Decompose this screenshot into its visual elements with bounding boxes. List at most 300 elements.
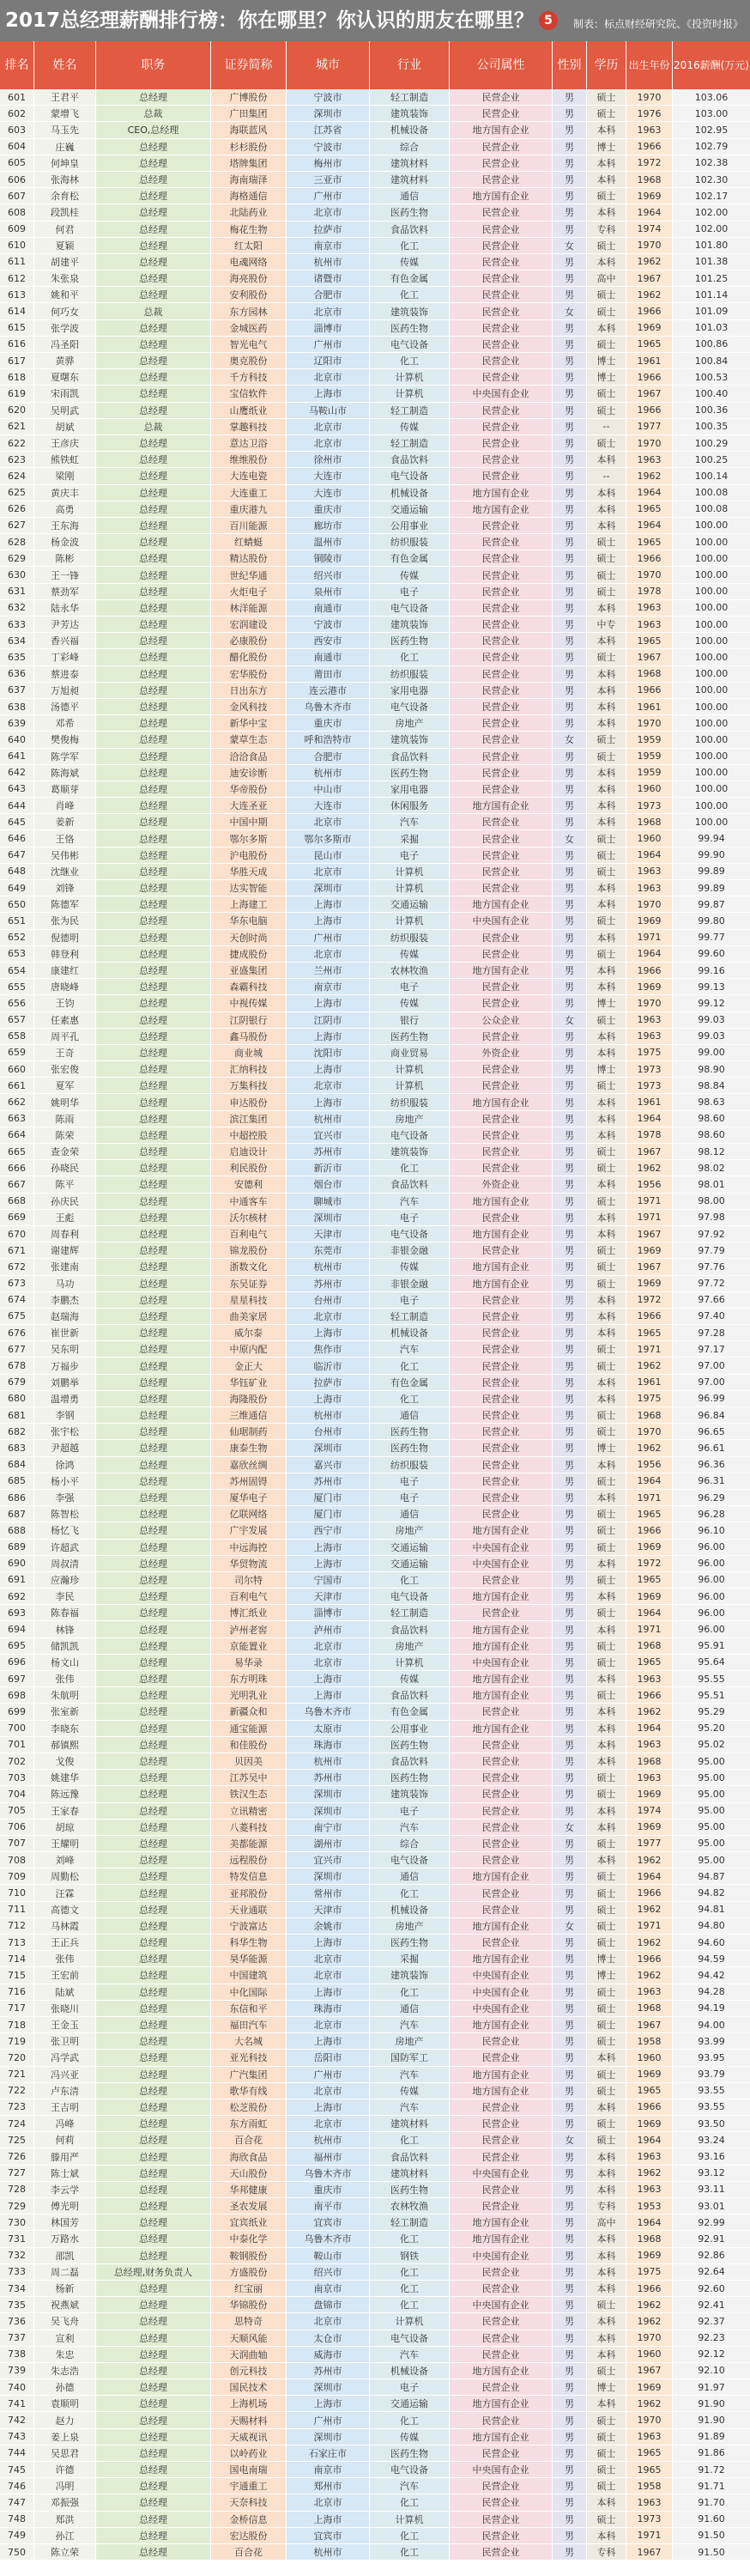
stock-cell: 光明乳业 (211, 1687, 287, 1704)
company-type-cell: 民营企业 (450, 2033, 553, 2050)
position-cell: 总经理 (96, 2067, 211, 2083)
birth-year-cell: 1969 (626, 913, 673, 929)
gender-cell: 男 (553, 1176, 587, 1193)
rank-cell: 693 (0, 1605, 34, 1621)
table-row (0, 2067, 750, 2083)
gender-cell: 男 (553, 550, 587, 567)
stock-cell: 大连电瓷 (211, 468, 287, 484)
gender-cell: 男 (553, 749, 587, 765)
city-cell: 杭州市 (287, 1259, 370, 1275)
rank-cell: 601 (0, 89, 34, 106)
table-row (0, 303, 750, 319)
gender-cell: 男 (553, 1935, 587, 1951)
table-row (0, 1424, 750, 1440)
industry-cell: 传媒 (370, 946, 450, 963)
city-cell: 北京市 (287, 1309, 370, 1325)
position-cell: 总经理 (96, 1803, 211, 1820)
rank-cell: 748 (0, 2512, 34, 2528)
gender-cell: 男 (553, 518, 587, 534)
rank-cell: 656 (0, 995, 34, 1012)
name-cell: 陈士斌 (34, 2166, 96, 2182)
salary-cell: 93.01 (673, 2198, 750, 2215)
stock-cell: 京能置业 (211, 1638, 287, 1655)
city-cell: 威海市 (287, 2347, 370, 2363)
industry-cell: 机械设备 (370, 1325, 450, 1341)
gender-cell: 男 (553, 468, 587, 484)
position-cell: 总经理 (96, 386, 211, 402)
rank-cell: 603 (0, 122, 34, 138)
table-row (0, 2445, 750, 2462)
name-cell: 陈平 (34, 1176, 96, 1193)
salary-cell: 98.84 (673, 1078, 750, 1094)
table-row (0, 2396, 750, 2412)
table-row (0, 1407, 750, 1424)
position-cell: 总经理 (96, 204, 211, 221)
salary-cell: 94.00 (673, 2017, 750, 2033)
education-cell: 硕士 (587, 2033, 626, 2050)
gender-cell: 男 (553, 419, 587, 435)
city-cell: 杭州市 (287, 254, 370, 270)
education-cell: 硕士 (587, 1144, 626, 1160)
salary-cell: 103.06 (673, 89, 750, 106)
rank-cell: 702 (0, 1753, 34, 1770)
table-row (0, 1786, 750, 1802)
industry-cell: 房地产 (370, 1638, 450, 1655)
table-row (0, 781, 750, 798)
industry-cell: 计算机 (370, 1655, 450, 1671)
stock-cell: 锦龙股份 (211, 1242, 287, 1259)
rank-cell: 619 (0, 386, 34, 402)
industry-cell: 通信 (370, 188, 450, 204)
salary-cell: 98.60 (673, 1127, 750, 1144)
table-row (0, 2412, 750, 2428)
city-cell: 苏州市 (287, 1276, 370, 1292)
name-cell: 夏曙东 (34, 369, 96, 386)
education-cell: 博士 (587, 139, 626, 155)
industry-cell: 计算机 (370, 386, 450, 402)
birth-year-cell: 1969 (626, 2248, 673, 2264)
city-cell: 上海市 (287, 1094, 370, 1110)
table-row (0, 2132, 750, 2148)
salary-cell: 100.00 (673, 518, 750, 534)
industry-cell: 家用电器 (370, 781, 450, 798)
stock-cell: 天赐材料 (211, 2412, 287, 2428)
salary-cell: 102.79 (673, 139, 750, 155)
birth-year-cell: 1965 (626, 1325, 673, 1341)
company-type-cell: 中央国有企业 (450, 386, 553, 402)
salary-cell: 96.00 (673, 1572, 750, 1589)
table-row (0, 485, 750, 501)
education-cell: 硕士 (587, 649, 626, 665)
position-cell: 总经理 (96, 337, 211, 353)
gender-cell: 男 (553, 1803, 587, 1820)
education-cell: 本科 (587, 1753, 626, 1770)
table-row (0, 386, 750, 402)
gender-cell: 男 (553, 337, 587, 353)
name-cell: 陈荣 (34, 1127, 96, 1144)
company-type-cell: 民营企业 (450, 403, 553, 419)
birth-year-cell: 1963 (626, 2494, 673, 2511)
table-row (0, 633, 750, 649)
industry-cell: 建筑装饰 (370, 1786, 450, 1802)
city-cell: 南通市 (287, 600, 370, 617)
rank-cell: 678 (0, 1358, 34, 1374)
city-cell: 杭州市 (287, 1753, 370, 1770)
education-cell: 硕士 (587, 386, 626, 402)
stock-cell: 鞍钢股份 (211, 2248, 287, 2264)
salary-cell: 92.91 (673, 2231, 750, 2247)
position-cell: 总经理 (96, 2478, 211, 2494)
company-type-cell: 地方国有企业 (450, 2363, 553, 2379)
industry-cell: 通信 (370, 1868, 450, 1885)
industry-cell: 电气设备 (370, 468, 450, 484)
stock-cell: 东吴证券 (211, 1276, 287, 1292)
stock-cell: 红太阳 (211, 238, 287, 254)
gender-cell: 男 (553, 781, 587, 798)
city-cell: 北京市 (287, 303, 370, 319)
table-row (0, 2494, 750, 2511)
birth-year-cell: 1966 (626, 1687, 673, 1704)
stock-cell: 金风科技 (211, 699, 287, 715)
table-row (0, 979, 750, 995)
industry-cell: 化工 (370, 2281, 450, 2297)
stock-cell: 圣农发展 (211, 2198, 287, 2215)
rank-cell: 732 (0, 2248, 34, 2264)
company-type-cell: 地方国有企业 (450, 1951, 553, 1967)
table-row (0, 2017, 750, 2033)
birth-year-cell: 1956 (626, 1457, 673, 1473)
company-type-cell: 民营企业 (450, 550, 553, 567)
salary-cell: 100.00 (673, 765, 750, 781)
gender-cell: 男 (553, 2494, 587, 2511)
table-row (0, 2281, 750, 2297)
education-cell: 专科 (587, 2198, 626, 2215)
gender-cell: 男 (553, 1407, 587, 1424)
city-cell: 三亚市 (287, 172, 370, 188)
rank-cell: 670 (0, 1226, 34, 1242)
stock-cell: 宏润建设 (211, 617, 287, 633)
rank-cell: 653 (0, 946, 34, 963)
position-cell: 总经理 (96, 1918, 211, 1935)
table-row (0, 1473, 750, 1490)
table-row (0, 699, 750, 715)
company-type-cell: 民营企业 (450, 2116, 553, 2132)
gender-cell: 男 (553, 1868, 587, 1885)
education-cell: 本科 (587, 2148, 626, 2165)
salary-cell: 96.29 (673, 1490, 750, 1506)
industry-cell: 汽车 (370, 1194, 450, 1210)
city-cell: 西安市 (287, 633, 370, 649)
birth-year-cell: 1962 (626, 1358, 673, 1374)
city-cell: 深圳市 (287, 1868, 370, 1885)
stock-cell: 洽洽食品 (211, 749, 287, 765)
stock-cell: 东方明珠 (211, 1671, 287, 1687)
city-cell: 宁国市 (287, 1572, 370, 1589)
rank-cell: 704 (0, 1786, 34, 1802)
city-cell: 深圳市 (287, 880, 370, 896)
company-type-cell: 中央国有企业 (450, 913, 553, 929)
birth-year-cell: 1962 (626, 1704, 673, 1720)
name-cell: 王吉明 (34, 2099, 96, 2116)
gender-cell: 男 (553, 946, 587, 963)
name-cell: 冯学武 (34, 2050, 96, 2066)
city-cell: 北京市 (287, 1655, 370, 1671)
rank-cell: 631 (0, 584, 34, 600)
table-row (0, 814, 750, 830)
city-cell: 珠海市 (287, 2001, 370, 2017)
rank-cell: 669 (0, 1210, 34, 1226)
name-cell: 王钧 (34, 995, 96, 1012)
city-cell: 鄂尔多斯市 (287, 830, 370, 847)
city-cell: 廊坊市 (287, 518, 370, 534)
table-row (0, 995, 750, 1012)
gender-cell: 男 (553, 1786, 587, 1802)
industry-cell: 传媒 (370, 1671, 450, 1687)
city-cell: 北京市 (287, 946, 370, 963)
gender-cell: 男 (553, 2429, 587, 2445)
gender-cell: 男 (553, 2281, 587, 2297)
city-cell: 上海市 (287, 1671, 370, 1687)
company-type-cell: 民营企业 (450, 1902, 553, 1918)
gender-cell: 男 (553, 172, 587, 188)
salary-cell: 100.00 (673, 798, 750, 814)
position-cell: 总经理 (96, 172, 211, 188)
name-cell: 汤德平 (34, 699, 96, 715)
education-cell: 本科 (587, 518, 626, 534)
gender-cell: 男 (553, 1259, 587, 1275)
education-cell: 硕士 (587, 550, 626, 567)
salary-cell: 101.80 (673, 238, 750, 254)
table-row (0, 567, 750, 583)
industry-cell: 电子 (370, 979, 450, 995)
birth-year-cell: 1960 (626, 2347, 673, 2363)
rank-cell: 724 (0, 2116, 34, 2132)
position-cell: 总经理 (96, 2166, 211, 2182)
rank-cell: 709 (0, 1868, 34, 1885)
name-cell: 宣利 (34, 2330, 96, 2347)
city-cell: 余姚市 (287, 1918, 370, 1935)
salary-cell: 97.00 (673, 1375, 750, 1391)
table-row (0, 2528, 750, 2544)
table-row (0, 1457, 750, 1473)
position-cell: 总经理 (96, 633, 211, 649)
position-cell: 总经理 (96, 369, 211, 386)
city-cell: 上海市 (287, 1061, 370, 1078)
city-cell: 北京市 (287, 369, 370, 386)
name-cell: 任素惠 (34, 1012, 96, 1029)
education-cell: 中专 (587, 617, 626, 633)
salary-cell: 100.00 (673, 550, 750, 567)
position-cell: 总经理 (96, 1259, 211, 1275)
stock-cell: 日出东方 (211, 683, 287, 699)
birth-year-cell: 1962 (626, 2297, 673, 2313)
industry-cell: 电子 (370, 1803, 450, 1820)
rank-cell: 749 (0, 2528, 34, 2544)
table-row (0, 403, 750, 419)
company-type-cell: 民营企业 (450, 2494, 553, 2511)
rank-cell: 697 (0, 1671, 34, 1687)
stock-cell: 歌华有线 (211, 2083, 287, 2099)
position-cell: 总经理 (96, 222, 211, 238)
birth-year-cell: 1969 (626, 1242, 673, 1259)
position-cell: 总经理 (96, 270, 211, 287)
industry-cell: 电气设备 (370, 699, 450, 715)
industry-cell: 计算机 (370, 2512, 450, 2528)
birth-year-cell: 1970 (626, 715, 673, 732)
education-cell: 硕士 (587, 2512, 626, 2528)
education-cell: 本科 (587, 2330, 626, 2347)
education-cell: 本科 (587, 1803, 626, 1820)
position-cell: 总裁 (96, 419, 211, 435)
position-cell: 总经理 (96, 567, 211, 583)
rank-cell: 726 (0, 2148, 34, 2165)
industry-cell: 纺织服装 (370, 666, 450, 683)
table-row (0, 435, 750, 452)
birth-year-cell: 1969 (626, 2067, 673, 2083)
city-cell: 深圳市 (287, 1786, 370, 1802)
education-cell: 硕士 (587, 1935, 626, 1951)
stock-cell: 百利电气 (211, 1226, 287, 1242)
name-cell: 许德 (34, 2462, 96, 2478)
stock-cell: 海隆股份 (211, 1391, 287, 1407)
salary-cell: 96.61 (673, 1440, 750, 1456)
gender-cell: 男 (553, 2396, 587, 2412)
education-cell: 硕士 (587, 1407, 626, 1424)
salary-cell: 100.08 (673, 485, 750, 501)
company-type-cell: 民营企业 (450, 2412, 553, 2428)
stock-cell: 中远海控 (211, 1540, 287, 1556)
column-header-industry: 行业 (370, 41, 450, 89)
position-cell: 总经理 (96, 798, 211, 814)
name-cell: 周二磊 (34, 2264, 96, 2281)
company-type-cell: 民营企业 (450, 287, 553, 303)
city-cell: 上海市 (287, 2099, 370, 2116)
company-type-cell: 中央国有企业 (450, 1540, 553, 1556)
company-type-cell: 民营企业 (450, 2330, 553, 2347)
company-type-cell: 地方国有企业 (450, 1671, 553, 1687)
name-cell: 李强 (34, 1490, 96, 1506)
name-cell: 熊铁虹 (34, 452, 96, 468)
rank-cell: 646 (0, 830, 34, 847)
city-cell: 绍兴市 (287, 2264, 370, 2281)
stock-cell: 东信和平 (211, 2001, 287, 2017)
salary-cell: 91.71 (673, 2478, 750, 2494)
salary-cell: 94.59 (673, 1951, 750, 1967)
city-cell: 天津市 (287, 1902, 370, 1918)
gender-cell: 男 (553, 2363, 587, 2379)
city-cell: 昆山市 (287, 848, 370, 864)
education-cell: 硕士 (587, 1540, 626, 1556)
company-type-cell: 地方国有企业 (450, 1918, 553, 1935)
birth-year-cell: 1971 (626, 1194, 673, 1210)
rank-cell: 746 (0, 2478, 34, 2494)
salary-cell: 91.50 (673, 2544, 750, 2561)
birth-year-cell: 1962 (626, 1440, 673, 1456)
name-cell: 查金荣 (34, 1144, 96, 1160)
gender-cell: 男 (553, 1621, 587, 1637)
salary-cell: 96.31 (673, 1473, 750, 1490)
gender-cell: 男 (553, 1951, 587, 1967)
table-row (0, 649, 750, 665)
rank-cell: 737 (0, 2330, 34, 2347)
education-cell: 硕士 (587, 2445, 626, 2462)
company-type-cell: 民营企业 (450, 1375, 553, 1391)
company-type-cell: 地方国有企业 (450, 2396, 553, 2412)
industry-cell: 交通运输 (370, 1556, 450, 1572)
name-cell: 张建南 (34, 1259, 96, 1275)
name-cell: 王奇 (34, 1045, 96, 1061)
position-cell: 总经理 (96, 1407, 211, 1424)
birth-year-cell: 1960 (626, 2050, 673, 2066)
rank-cell: 629 (0, 550, 34, 567)
birth-year-cell: 1965 (626, 1655, 673, 1671)
industry-cell: 建筑装饰 (370, 732, 450, 748)
stock-cell: 百合花 (211, 2132, 287, 2148)
company-type-cell: 民营企业 (450, 765, 553, 781)
city-cell: 徐州市 (287, 452, 370, 468)
name-cell: 姚明华 (34, 1094, 96, 1110)
industry-cell: 化工 (370, 1984, 450, 2001)
industry-cell: 汽车 (370, 2478, 450, 2494)
city-cell: 上海市 (287, 2033, 370, 2050)
company-type-cell: 民营企业 (450, 864, 553, 880)
stock-cell: 海亮股份 (211, 270, 287, 287)
position-cell: 总经理 (96, 749, 211, 765)
salary-cell: 102.17 (673, 188, 750, 204)
position-cell: 总经理 (96, 2528, 211, 2544)
rank-cell: 652 (0, 930, 34, 946)
city-cell: 北京市 (287, 435, 370, 452)
rank-cell: 622 (0, 435, 34, 452)
education-cell: 硕士 (587, 337, 626, 353)
education-cell: 硕士 (587, 913, 626, 929)
name-cell: 何巧女 (34, 303, 96, 319)
company-type-cell: 民营企业 (450, 880, 553, 896)
gender-cell: 男 (553, 2330, 587, 2347)
position-cell: 总经理 (96, 830, 211, 847)
birth-year-cell: 1967 (626, 270, 673, 287)
name-cell: 祝燕斌 (34, 2297, 96, 2313)
education-cell: 硕士 (587, 2297, 626, 2313)
rank-cell: 681 (0, 1407, 34, 1424)
city-cell: 南平市 (287, 2198, 370, 2215)
gender-cell: 男 (553, 2412, 587, 2428)
table-row (0, 1194, 750, 1210)
name-cell: 梁刚 (34, 468, 96, 484)
position-cell: 总裁 (96, 303, 211, 319)
company-type-cell: 民营企业 (450, 1127, 553, 1144)
rank-cell: 648 (0, 864, 34, 880)
position-cell: 总经理 (96, 1687, 211, 1704)
city-cell: 绍兴市 (287, 567, 370, 583)
table-row (0, 1012, 750, 1029)
city-cell: 厦门市 (287, 1506, 370, 1522)
city-cell: 西宁市 (287, 1522, 370, 1539)
industry-cell: 计算机 (370, 1078, 450, 1094)
rank-cell: 744 (0, 2445, 34, 2462)
industry-cell: 商业贸易 (370, 1045, 450, 1061)
name-cell: 陈学军 (34, 749, 96, 765)
gender-cell: 男 (553, 913, 587, 929)
industry-cell: 电子 (370, 1473, 450, 1490)
table-row (0, 353, 750, 369)
gender-cell: 男 (553, 1226, 587, 1242)
table-row (0, 419, 750, 435)
stock-cell: 山鹰纸业 (211, 403, 287, 419)
table-row (0, 1951, 750, 1967)
position-cell: 总经理 (96, 1341, 211, 1358)
salary-cell: 98.00 (673, 1194, 750, 1210)
